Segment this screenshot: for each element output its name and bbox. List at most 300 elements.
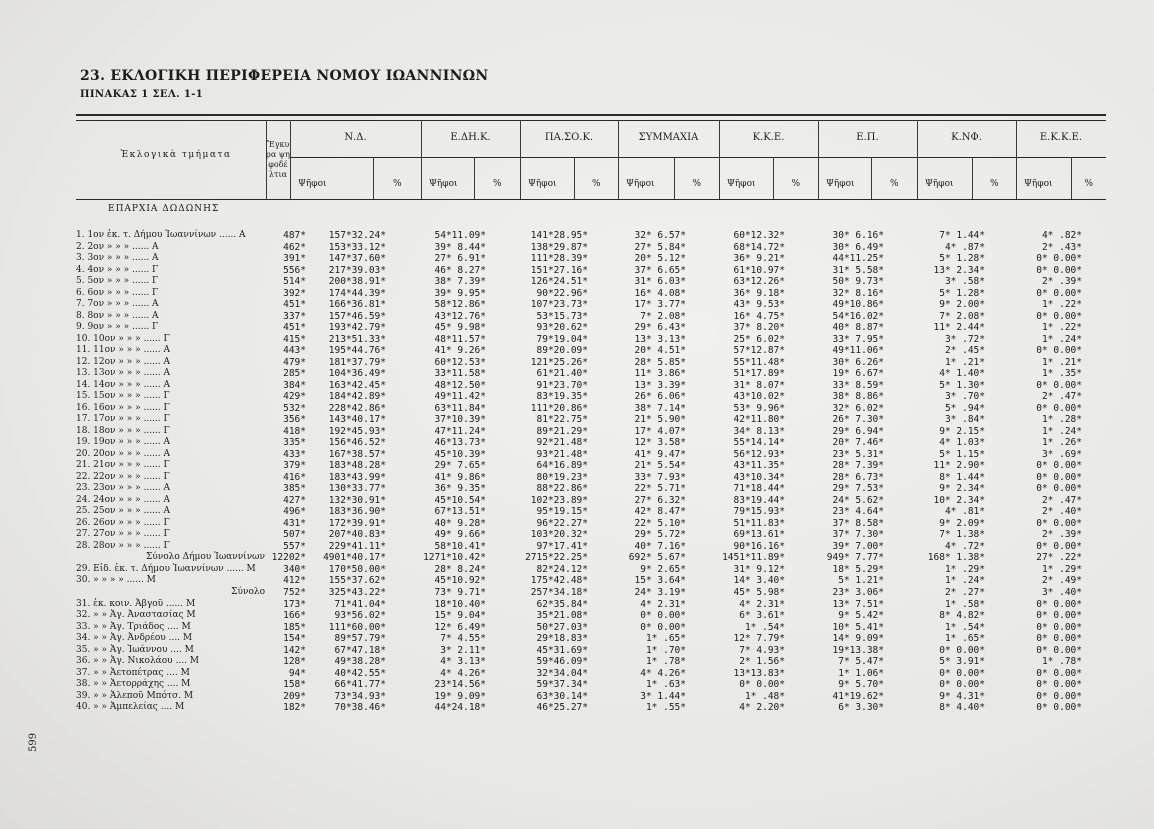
row-label: 36. » » Ἀγ. Νικολάου .... Μ [76,656,200,667]
table-row [0,265,1154,277]
party-result-cell: 40* 9.28* [434,517,486,529]
party-result-cell: 111*20.86* [530,402,588,414]
party-result-cell: 63*30.14* [536,690,588,702]
party-result-cell: 1* .22* [1041,322,1082,334]
party-result-cell: 11* 3.86* [634,368,686,380]
party-result-cell: 0* 0.00* [1036,690,1082,702]
party-result-cell: 64*16.89* [536,460,588,472]
party-result-cell: 20* 7.46* [832,437,884,449]
party-result-cell: 37* 6.65* [634,264,686,276]
party-result-cell: 4* .72* [944,540,985,552]
party-result-cell: 19* 6.67* [832,368,884,380]
subcol-divider [1071,157,1072,199]
party-result-cell: 104*36.49* [328,368,386,380]
party-result-cell: 50*27.03* [536,621,588,633]
party-result-cell: 46*25.27* [536,702,588,714]
party-result-cell: 7* 5.47* [838,656,884,668]
row-label: 37. » » Ἀετοπέτρας .... Μ [76,667,190,678]
party-header: ΣΥΜΜΑΧΙΑ [638,132,699,143]
party-result-cell: 4* 2.31* [640,598,686,610]
valid-ballots-cell: 285* [283,368,306,380]
party-result-cell: 79*15.93* [733,506,785,518]
party-result-cell: 17* 4.07* [634,425,686,437]
valid-ballots-cell: 752* [283,586,306,598]
row-label: Σύνολο [231,586,265,597]
party-result-cell: 157*46.59* [328,310,386,322]
party-result-cell: 71*41.04* [334,598,386,610]
party-result-cell: 0* 0.00* [1036,264,1082,276]
party-result-cell: 1* .26* [1041,437,1082,449]
party-result-cell: 34* 8.13* [733,425,785,437]
valid-ballots-cell: 556* [283,264,306,276]
header-bottom-rule [76,199,1106,200]
valid-ballots-cell: 557* [283,540,306,552]
party-result-cell: 91*23.70* [536,379,588,391]
party-result-cell: 1* .35* [1041,368,1082,380]
party-result-cell: 29* 6.94* [832,425,884,437]
valid-ballots-cell: 94* [288,667,306,679]
party-result-cell: 0* 0.00* [1036,621,1082,633]
table-row [0,288,1154,300]
page-title: 23. ΕΚΛΟΓΙΚΗ ΠΕΡΙΦΕΡΕΙΑ ΝΟΜΟΥ ΙΩΑΝΝΙΝΩΝ [80,68,489,84]
party-result-cell: 0* 0.00* [1036,345,1082,357]
pct-subheader: % [1084,179,1094,189]
row-label: 18. 18ον » » » ...... Γ [76,425,170,436]
party-result-cell: 97*17.41* [536,540,588,552]
table-row [0,242,1154,254]
party-header: Ε.ΔΗ.Κ. [450,132,491,143]
row-label: 7. 7ον » » » ...... Α [76,299,159,310]
party-result-cell: 3* .84* [944,414,985,426]
party-result-cell: 153*33.12* [328,241,386,253]
party-result-cell: 1* .70* [645,644,686,656]
party-result-cell: 2* 1.56* [739,656,785,668]
party-result-cell: 0* 0.00* [739,679,785,691]
table-row [0,322,1154,334]
party-result-cell: 2* .39* [1041,529,1082,541]
party-result-cell: 9* 2.34* [939,483,985,495]
pct-subheader: % [493,179,502,189]
party-result-cell: 130*33.77* [328,483,386,495]
party-result-cell: 50* 9.73* [832,276,884,288]
party-result-cell: 69*13.61* [733,529,785,541]
party-result-cell: 27* 6.32* [634,494,686,506]
party-result-cell: 2* .47* [1041,391,1082,403]
party-result-cell: 36* 9.18* [733,287,785,299]
party-result-cell: 38* 8.86* [832,391,884,403]
row-label: 3. 3ον » » » ...... Α [76,253,159,264]
row-label: 16. 16ον » » » ...... Γ [76,402,170,413]
votes-subheader: Ψῆφοι [727,179,756,189]
party-result-cell: 26* 6.06* [634,391,686,403]
party-result-cell: 71*18.44* [733,483,785,495]
party-result-cell: 0* 0.00* [1036,517,1082,529]
party-result-cell: 79*19.04* [536,333,588,345]
party-result-cell: 15* 3.64* [634,575,686,587]
party-result-cell: 213*51.33* [328,333,386,345]
party-result-cell: 55*14.14* [733,437,785,449]
party-result-cell: 3* .40* [1041,586,1082,598]
row-label: 15. 15ον » » » ...... Γ [76,391,170,402]
party-result-cell: 82*24.12* [536,563,588,575]
party-result-cell: 13* 2.34* [933,264,985,276]
party-result-cell: 19*13.38* [832,644,884,656]
party-result-cell: 88*22.86* [536,483,588,495]
party-result-cell: 0* 0.00* [939,667,985,679]
valid-ballots-cell: 185* [283,621,306,633]
party-result-cell: 36* 9.35* [434,483,486,495]
party-result-cell: 13* 7.51* [832,598,884,610]
party-header: ΠΑ.ΣΟ.Κ. [544,132,594,143]
party-result-cell: 2* .45* [944,345,985,357]
party-result-cell: 1* .21* [1041,356,1082,368]
valid-ballots-cell: 431* [283,517,306,529]
party-result-cell: 207*40.83* [328,529,386,541]
table-row [0,414,1154,426]
party-result-cell: 0* 0.00* [1036,287,1082,299]
party-result-cell: 9* 2.00* [939,299,985,311]
row-label: 9. 9ον » » » ...... Γ [76,322,159,333]
party-result-cell: 31* 8.07* [733,379,785,391]
party-result-cell: 7* 1.44* [939,230,985,241]
party-result-cell: 217*39.03* [328,264,386,276]
party-result-cell: 46* 8.27* [434,264,486,276]
party-result-cell: 93*56.02* [334,610,386,622]
row-label: 26. 26ον » » » ...... Γ [76,517,170,528]
table-row [0,610,1154,622]
valid-ballots-cell: 12202* [271,552,306,564]
party-result-cell: 1* .48* [744,690,785,702]
party-result-cell: 60*12.32* [733,230,785,241]
party-result-cell: 11* 2.90* [933,460,985,472]
party-result-cell: 33* 7.95* [832,333,884,345]
party-result-cell: 0* 0.00* [1036,460,1082,472]
party-result-cell: 29* 5.72* [634,529,686,541]
party-result-cell: 1* .24* [1041,333,1082,345]
party-result-cell: 0* 0.00* [1036,310,1082,322]
party-result-cell: 12* 3.58* [634,437,686,449]
party-result-cell: 3* .70* [944,391,985,403]
party-result-cell: 16* 4.75* [733,310,785,322]
table-row [0,702,1154,714]
table-row [0,633,1154,645]
party-result-cell: 163*42.45* [328,379,386,391]
party-result-cell: 4* .82* [1041,230,1082,241]
party-result-cell: 0* 0.00* [1036,471,1082,483]
row-label: 24. 24ον » » » ...... Α [76,494,171,505]
pct-subheader: % [990,179,999,189]
valid-ballots-cell: 154* [283,633,306,645]
party-result-cell: 39* 8.44* [434,241,486,253]
row-label: 12. 12ον » » » ...... Α [76,356,171,367]
party-result-cell: 0* 0.00* [640,610,686,622]
party-result-cell: 949* 7.77* [826,552,884,564]
party-result-cell: 92*21.48* [536,437,588,449]
row-label: 33. » » Ἀγ. Τριάδος .... Μ [76,621,191,632]
party-result-cell: 229*41.11* [328,540,386,552]
party-result-cell: 44*24.18* [434,702,486,714]
row-label: 11. 11ον » » » ...... Α [76,345,171,356]
party-result-cell: 10* 5.41* [832,621,884,633]
party-result-cell: 37* 8.20* [733,322,785,334]
pct-subheader: % [890,179,899,189]
party-result-cell: 20* 5.12* [634,253,686,265]
party-result-cell: 692* 5.67* [628,552,686,564]
row-label: Σύνολο Δήμου Ἰωαννίνων [145,552,265,563]
row-label: 21. 21ον » » » ...... Γ [76,460,170,471]
pct-subheader: % [692,179,702,189]
party-result-cell: 81*22.75* [536,414,588,426]
party-result-cell: 0* 0.00* [1036,610,1082,622]
party-result-cell: 4* 1.40* [939,368,985,380]
party-result-cell: 111*60.00* [328,621,386,633]
row-label: 6. 6ον » » » ...... Γ [76,287,159,298]
party-result-cell: 168* 1.38* [927,552,985,564]
party-result-cell: 32* 6.02* [832,402,884,414]
party-result-cell: 29* 6.43* [634,322,686,334]
party-result-cell: 37* 7.30* [832,529,884,541]
party-result-cell: 9* 2.15* [939,425,985,437]
valid-ballots-cell: 166* [283,610,306,622]
party-result-cell: 90*16.16* [733,540,785,552]
party-result-cell: 3* .58* [944,276,985,288]
table-row [0,691,1154,703]
party-result-cell: 51*11.83* [733,517,785,529]
table-row [0,483,1154,495]
party-result-cell: 67*13.51* [434,506,486,518]
pct-subheader: % [592,179,601,189]
party-result-cell: 5* 1.28* [939,287,985,299]
party-result-cell: 42*11.80* [733,414,785,426]
valid-ballots-cell: 429* [283,391,306,403]
party-result-cell: 44*11.25* [832,253,884,265]
region-heading: ΕΠΑΡΧΙΑ ΔΩΔΩΝΗΣ [108,204,220,214]
party-result-cell: 29*18.83* [536,633,588,645]
party-result-cell: 1* 1.06* [838,667,884,679]
party-result-cell: 39* 9.95* [434,287,486,299]
party-result-cell: 61*21.40* [536,368,588,380]
party-result-cell: 31* 6.03* [634,276,686,288]
party-result-cell: 107*23.73* [530,299,588,311]
party-result-cell: 257*34.18* [530,586,588,598]
party-result-cell: 21* 5.54* [634,460,686,472]
row-label: 2. 2ον » » » ...... Α [76,241,159,252]
party-result-cell: 0* 0.00* [1036,253,1082,265]
row-label: 34. » » Ἀγ. Ἀνδρέου .... Μ [76,633,193,644]
party-result-cell: 0* 0.00* [1036,540,1082,552]
party-result-cell: 23* 4.64* [832,506,884,518]
party-result-cell: 23* 3.06* [832,586,884,598]
party-header: Ν.Δ. [344,132,367,143]
party-result-cell: 2* .39* [1041,276,1082,288]
party-result-cell: 5* 1.15* [939,448,985,460]
row-label: 19. 19ον » » » ...... Α [76,437,171,448]
party-result-cell: 156*46.52* [328,437,386,449]
row-label: 32. » » Ἀγ. Ἀναστασίας Μ [76,610,196,621]
table-row [0,230,1154,242]
party-result-cell: 151*27.16* [530,264,588,276]
table-row [0,334,1154,346]
party-result-cell: 38* 7.39* [434,276,486,288]
party-result-cell: 9* 5.42* [838,610,884,622]
party-result-cell: 47*11.24* [434,425,486,437]
party-result-cell: 18* 5.29* [832,563,884,575]
row-label: 14. 14ον » » » ...... Α [76,379,171,390]
party-result-cell: 1* .29* [944,563,985,575]
party-result-cell: 0* 0.00* [1036,667,1082,679]
valid-ballots-cell: 173* [283,598,306,610]
table-row [0,575,1154,587]
party-result-cell: 40* 7.16* [634,540,686,552]
party-result-cell: 103*20.32* [530,529,588,541]
valid-ballots-cell: 182* [283,702,306,714]
valid-ballots-cell: 433* [283,448,306,460]
party-result-cell: 1* .78* [1041,656,1082,668]
table-top-rule [76,114,1106,116]
party-result-cell: 183*48.28* [328,460,386,472]
party-result-cell: 143*40.17* [328,414,386,426]
valid-ballots-cell: 412* [283,575,306,587]
valid-ballots-cell: 443* [283,345,306,357]
party-result-cell: 54*11.09* [434,230,486,241]
party-result-cell: 9* 2.09* [939,517,985,529]
party-result-cell: 13* 3.39* [634,379,686,391]
party-result-cell: 4* 3.13* [440,656,486,668]
party-result-cell: 0* 0.00* [939,644,985,656]
party-result-cell: 43* 9.53* [733,299,785,311]
party-result-cell: 49* 9.66* [434,529,486,541]
party-result-cell: 3* .72* [944,333,985,345]
party-result-cell: 43*11.35* [733,460,785,472]
valid-ballots-cell: 496* [283,506,306,518]
party-result-cell: 67*47.18* [334,644,386,656]
valid-ballots-cell: 335* [283,437,306,449]
party-result-cell: 32*34.04* [536,667,588,679]
subcol-divider [674,157,675,199]
row-label: 31. ἐκ. κοιν. Ἀβγοῦ ...... Μ [76,598,196,609]
party-result-cell: 43*10.02* [733,391,785,403]
valid-ballots-cell: 142* [283,644,306,656]
party-result-cell: 7* 1.38* [939,529,985,541]
party-result-cell: 0* 0.00* [1036,379,1082,391]
valid-ballots-cell: 532* [283,402,306,414]
party-result-cell: 35*21.08* [536,610,588,622]
party-result-cell: 73* 9.71* [434,586,486,598]
table-row [0,311,1154,323]
party-result-cell: 1* .65* [944,633,985,645]
party-result-cell: 56*12.93* [733,448,785,460]
party-result-cell: 28* 6.73* [832,471,884,483]
party-result-cell: 45*31.69* [536,644,588,656]
party-result-cell: 1* .29* [1041,563,1082,575]
party-result-cell: 30* 6.49* [832,241,884,253]
party-result-cell: 93*21.48* [536,448,588,460]
table-row [0,391,1154,403]
table-row [0,599,1154,611]
party-result-cell: 3* .69* [1041,448,1082,460]
subcol-divider [574,157,575,199]
party-result-cell: 39* 7.00* [832,540,884,552]
party-result-cell: 53*15.73* [536,310,588,322]
party-result-cell: 37*10.39* [434,414,486,426]
party-result-cell: 38* 7.14* [634,402,686,414]
party-result-cell: 200*38.91* [328,276,386,288]
party-result-cell: 1* .58* [944,598,985,610]
party-result-cell: 1* .54* [744,621,785,633]
table-row [0,449,1154,461]
party-result-cell: 95*19.15* [536,506,588,518]
party-result-cell: 61*10.97* [733,264,785,276]
party-result-cell: 45*10.39* [434,448,486,460]
party-result-cell: 0* 0.00* [1036,483,1082,495]
party-result-cell: 70*38.46* [334,702,386,714]
table-row [0,345,1154,357]
party-result-cell: 13*13.83* [733,667,785,679]
party-result-cell: 1* .55* [645,702,686,714]
party-result-cell: 195*44.76* [328,345,386,357]
party-result-cell: 96*22.27* [536,517,588,529]
valid-ballots-cell: 209* [283,690,306,702]
party-result-cell: 2* .43* [1041,241,1082,253]
party-result-cell: 21* 5.90* [634,414,686,426]
party-result-cell: 63*12.26* [733,276,785,288]
table-row [0,506,1154,518]
party-result-cell: 5* 1.28* [939,253,985,265]
valid-ballots-cell: 158* [283,679,306,691]
party-result-cell: 49*10.86* [832,299,884,311]
party-result-cell: 46*13.73* [434,437,486,449]
table-row [0,656,1154,668]
party-result-cell: 10* 2.34* [933,494,985,506]
party-result-cell: 73*34.93* [334,690,386,702]
table-row [0,622,1154,634]
party-result-cell: 90*22.96* [536,287,588,299]
party-result-cell: 2* .47* [1041,494,1082,506]
party-result-cell: 174*44.39* [328,287,386,299]
valid-ballots-cell: 392* [283,287,306,299]
party-result-cell: 55*11.48* [733,356,785,368]
party-result-cell: 183*43.99* [328,471,386,483]
party-result-cell: 57*12.87* [733,345,785,357]
party-result-cell: 4901*40.17* [323,552,386,564]
party-result-cell: 1* .21* [944,356,985,368]
party-result-cell: 193*42.79* [328,322,386,334]
party-result-cell: 14* 9.09* [832,633,884,645]
party-result-cell: 0* 0.00* [939,679,985,691]
party-result-cell: 89*57.79* [334,633,386,645]
party-result-cell: 68*14.72* [733,241,785,253]
party-result-cell: 192*45.93* [328,425,386,437]
party-result-cell: 49*11.06* [832,345,884,357]
party-result-cell: 89*21.29* [536,425,588,437]
party-result-cell: 0* 0.00* [1036,702,1082,714]
valid-ballots-cell: 356* [283,414,306,426]
party-result-cell: 17* 3.77* [634,299,686,311]
party-result-cell: 22* 5.10* [634,517,686,529]
party-result-cell: 9* 2.65* [640,563,686,575]
votes-subheader: Ψῆφοι [626,179,655,189]
party-result-cell: 9* 4.31* [939,690,985,702]
party-result-cell: 89*20.09* [536,345,588,357]
party-result-cell: 32* 6.57* [634,230,686,241]
party-result-cell: 0* 0.00* [1036,633,1082,645]
valid-ballots-cell: 418* [283,425,306,437]
subcol-divider [373,157,374,199]
party-result-cell: 40* 8.87* [832,322,884,334]
party-result-cell: 59*37.34* [536,679,588,691]
party-result-cell: 40*42.55* [334,667,386,679]
party-result-cell: 45* 5.98* [733,586,785,598]
